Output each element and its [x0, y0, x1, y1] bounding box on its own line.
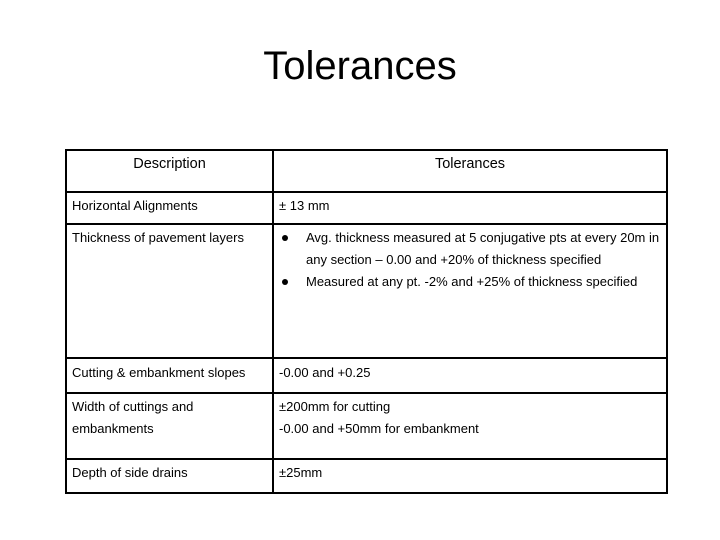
bullet-text: Avg. thickness measured at 5 conjugative pts at every 20m in any section – 0.00 and +20% of thickness specified — [306, 230, 660, 267]
tolerance-line: ±200mm for cutting — [279, 399, 391, 414]
row-description: Thickness of pavement layers — [66, 224, 273, 358]
row-tolerance: -0.00 and +0.25 — [273, 358, 667, 393]
tolerances-table — [65, 149, 668, 494]
table-row — [66, 459, 667, 493]
table-row — [66, 393, 667, 459]
bullet-item — [279, 271, 661, 293]
row-tolerance: ±25mm — [273, 459, 667, 493]
row-tolerance: ± 13 mm — [273, 192, 667, 224]
table-row — [66, 192, 667, 224]
table-header-row — [66, 150, 667, 192]
bullet-text: Measured at any pt. -2% and +25% of thickness specified — [306, 274, 638, 289]
row-description: Horizontal Alignments — [66, 192, 273, 224]
slide-title: Tolerances — [263, 44, 457, 88]
row-tolerance — [273, 224, 667, 358]
tolerance-line: -0.00 and +50mm for embankment — [279, 421, 479, 436]
row-description: Cutting & embankment slopes — [66, 358, 273, 393]
bullet-item — [279, 227, 661, 271]
table-row — [66, 224, 667, 358]
header-tolerances: Tolerances — [273, 150, 667, 192]
row-description: Depth of side drains — [66, 459, 273, 493]
bullet-icon — [282, 235, 288, 241]
bullet-icon — [282, 279, 288, 285]
tolerance-bullet-list — [279, 227, 661, 293]
header-description: Description — [66, 150, 273, 192]
row-description: Width of cuttings and embankments — [66, 393, 273, 459]
table-row — [66, 358, 667, 393]
row-tolerance — [273, 393, 667, 459]
